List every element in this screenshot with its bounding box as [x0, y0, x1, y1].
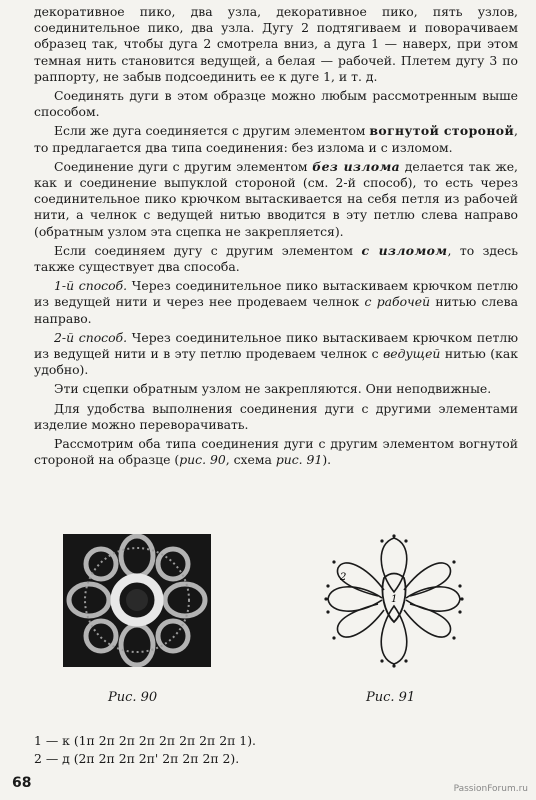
lace-motif-photo: [63, 534, 211, 667]
paragraph: Эти сцепки обратным узлом не закрепляются. Они неподвижные.: [54, 381, 492, 397]
scheme-line-2: 2 — д (2п 2п 2п 2п' 2п 2п 2п 2).: [34, 751, 240, 766]
paragraph: Соединять дуги в этом образце можно любым рассмотренным выше способом.: [34, 88, 518, 120]
emphasis-bold-italic: с изломом: [361, 242, 448, 258]
paragraph: Рассмотрим оба типа соединения дуги с другим элементом вогнутой стороной на образце (рис. 90, схема рис. 91).: [34, 436, 518, 468]
figure-91-diagram: [318, 532, 470, 670]
paragraph: Соединение дуги с другим элементом без излома делается так же, как и соединение выпуклой стороной (см. 2-й способ), то есть через соединительное пико крючком вытаскивается на себя петля из рабочей нити, а челнок с ведущей нитью вводится в эту петлю слева направо (обратным узлом эта сцепка не закрепляется).: [34, 158, 519, 239]
emphasis-bold-italic: без излома: [312, 158, 401, 174]
figure-90-photo: [63, 534, 211, 667]
diagram-label-2: 2: [340, 572, 347, 583]
body-text: [34, 4, 518, 471]
page-number: 68: [12, 775, 32, 791]
caption-fig-90: Рис. 90: [108, 690, 158, 705]
emphasis-bold: вогнутой стороной: [369, 123, 515, 139]
diagram-label-1: 1: [391, 594, 398, 605]
paragraph: Для удобства выполнения соединения дуги с другими элементами изделие можно переворачивать.: [34, 400, 518, 432]
method-label: 2-й способ.: [54, 329, 128, 345]
caption-fig-91: Рис. 91: [366, 690, 416, 705]
paragraph: 2-й способ. Через соединительное пико вытаскиваем крючком петлю из ведущей нити и в эту петлю продеваем челнок с ведущей нитью (как удобно).: [34, 329, 518, 378]
tatting-scheme: [318, 532, 470, 670]
paragraph: декоративное пико, два узла, декоративное пико, пять узлов, соединительное пико, два узла. Дугу 2 подтягиваем и поворачиваем образец так, чтобы дуга 2 смотрела вниз, а дуга 1 — наверх, при этом темная нить становится ведущей, а белая — рабочей. Плетем дугу 3 по раппорту, не забыв подсоединить ее к дуге 1, и т. д.: [34, 4, 518, 84]
paragraph: 1-й способ. Через соединительное пико вытаскиваем крючком петлю из ведущей нити и через нее продеваем челнок с рабочей нитью слева направо.: [34, 278, 518, 326]
method-label: 1-й способ.: [54, 278, 128, 294]
paragraph: Если соединяем дугу с другим элементом с изломом, то здесь также существует два способа.: [34, 242, 518, 275]
watermark: PassionForum.ru: [453, 784, 528, 794]
scheme-notation: [34, 732, 256, 768]
scheme-line-1: 1 — к (1п 2п 2п 2п 2п 2п 2п 2п 1).: [34, 733, 256, 748]
paragraph: Если же дуга соединяется с другим элементом вогнутой стороной, то предлагается два типа соединения: без излома и с изломом.: [34, 123, 518, 155]
